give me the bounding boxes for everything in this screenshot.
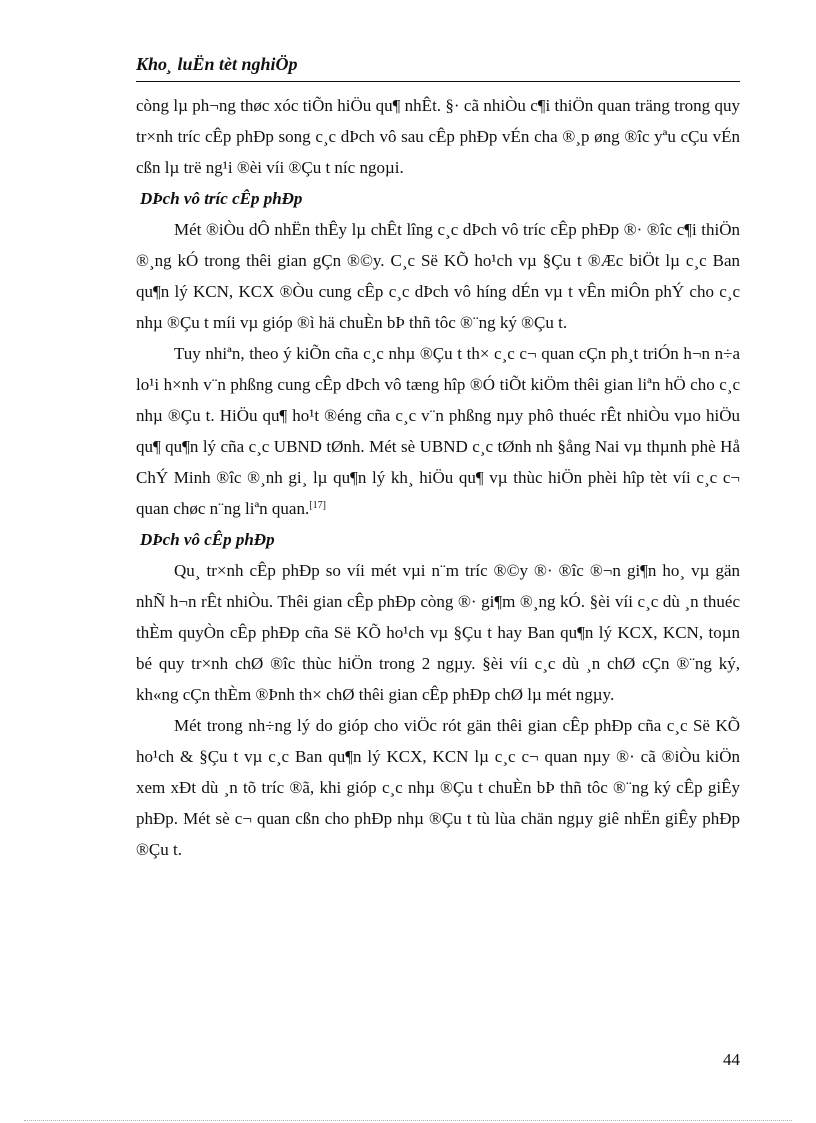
paragraph-licensing-reasons: Mét trong nh÷ng lý do gióp cho viÖc rót gän thêi gian cÊp phÐp cña c¸c Së KÕ ho¹ch & §Çu t vµ c¸c Ban qu¶n lý KCX, KCN lµ c¸c c¬ quan nµy ®· cã ®iÒu kiÖn xem xÐt dù ¸n tõ tríc ®ã, khi gióp c¸c nhµ ®Çu t chuÈn bÞ thñ tôc ®¨ng ký cÊp giÊy phÐp. Mét sè c¬ quan cßn cho phÐp nhµ ®Çu t tù lùa chän ngµy giê nhËn giÊy phÐp ®Çu t. [136,716,740,859]
paragraph-licensing-process: Qu¸ tr×nh cÊp phÐp so víi mét vµi n¨m tríc ®©y ®· ®îc ®¬n gi¶n ho¸ vµ gän nhÑ h¬n rÊt nhiÒu. Thêi gian cÊp phÐp còng ®· gi¶m ®¸ng kÓ. §èi víi c¸c dù ¸n thuéc thÈm quyÒn cÊp phÐp cña Së KÕ ho¹ch vµ §Çu t hay Ban qu¶n lý KCX, KCN, toµn bé quy tr×nh chØ ®îc thùc hiÖn trong 2 ngµy. §èi víi c¸c dù ¸n chØ cÇn ®¨ng ký, kh«ng cÇn thÈm ®Þnh th× chØ thêi gian cÊp phÐp chØ lµ mét ngµy. [136,561,740,704]
page-number: 44 [723,1050,740,1069]
section-heading-pre-licensing: DÞch vô tríc cÊp phÐp [140,189,303,208]
paragraph-one-stop-office [136,338,740,524]
paragraph-continuation: còng lµ ph¬ng thøc xóc tiÕn hiÖu qu¶ nhÊt. §· cã nhiÒu c¶i thiÖn quan träng trong quy tr×nh tríc cÊp phÐp song c¸c dÞch vô sau cÊp phÐp vÉn cha ®¸p øng ®îc yªu cÇu vÉn cßn lµ trë ng¹i ®èi víi ®Çu t níc ngoµi. [136,96,740,177]
running-header: Kho¸ luËn tèt nghiÖp [136,54,298,74]
paragraph-one-stop-office-text: Tuy nhiªn, theo ý kiÕn cña c¸c nhµ ®Çu t th× c¸c c¬ quan cÇn ph¸t triÓn h¬n n÷a lo¹i h×nh v¨n phßng cung cÊp dÞch vô tæng hîp ®Ó tiÕt kiÖm thêi gian liªn hÖ cho c¸c nhµ ®Çu t. HiÖu qu¶ ho¹t ®éng cña c¸c v¨n phßng nµy phô thuéc rÊt nhiÒu vµo hiÖu qu¶ qu¶n lý cña c¸c UBND tØnh. Mét sè UBND c¸c tØnh nh §ång Nai vµ thµnh phè Hå ChÝ Minh ®îc ®¸nh gi¸ lµ qu¶n lý kh¸ hiÖu qu¶ vµ thùc hiÖn phèi hîp tèt víi c¸c c¬ quan chøc n¨ng liªn quan. [136,344,740,518]
paragraph-pre-licensing-quality: Mét ®iÒu dÔ nhËn thÊy lµ chÊt lîng c¸c dÞch vô tríc cÊp phÐp ®· ®îc c¶i thiÖn ®¸ng kÓ trong thêi gian gÇn ®©y. C¸c Së KÕ ho¹ch vµ §Çu t ®Æc biÖt lµ c¸c Ban qu¶n lý KCN, KCX ®Òu cung cÊp c¸c dÞch vô híng dÉn vµ t vÊn miÔn phÝ cho c¸c nhµ ®Çu t míi vµ gióp ®ì hä chuÈn bÞ thñ tôc ®¨ng ký ®Çu t. [136,220,740,332]
page-body [136,90,740,865]
citation-reference: [17] [309,500,326,511]
header-rule [136,81,740,82]
section-heading-licensing: DÞch vô cÊp phÐp [140,530,275,549]
page-bottom-divider [24,1120,792,1121]
